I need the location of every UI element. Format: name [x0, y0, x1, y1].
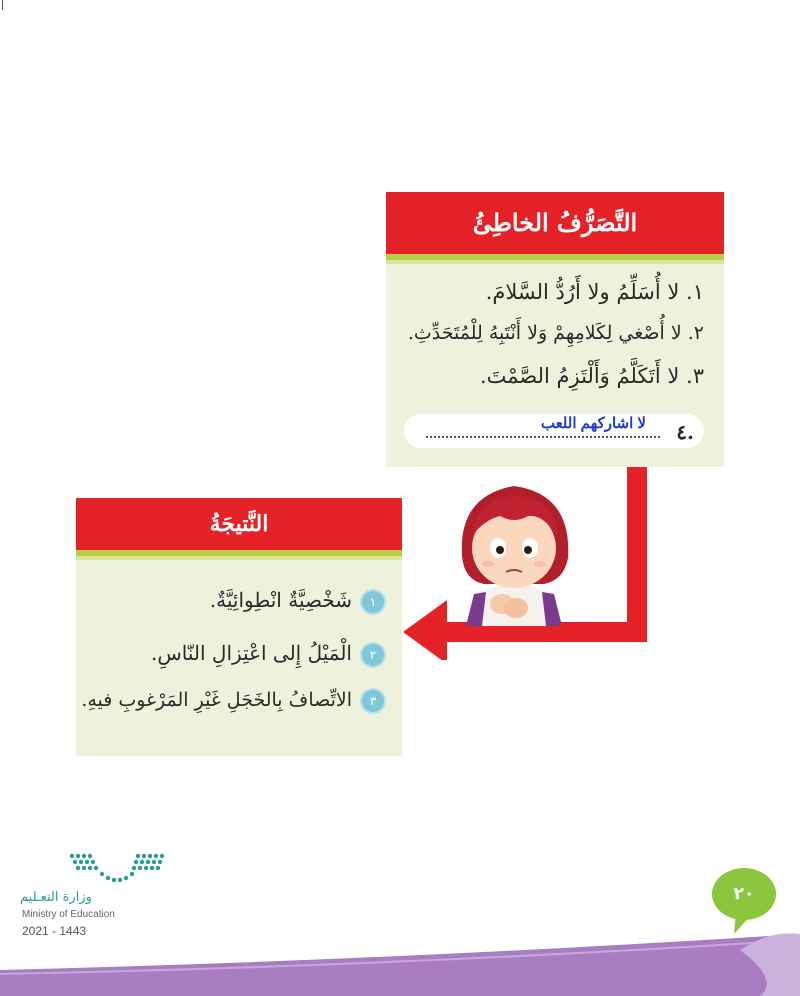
result-num-1: ١	[360, 589, 386, 615]
ministry-year: 2021 - 1443	[22, 924, 87, 938]
result-title: النَّتيجَةُ	[76, 498, 402, 550]
result-item-1: ١شَخْصِيَّةٌ انْطِوائِيَّةٌ.	[86, 588, 386, 615]
answer-field[interactable]	[404, 414, 704, 448]
badge-tail	[730, 912, 760, 936]
page-number-badge: ٢٠	[712, 868, 776, 920]
girl-illustration	[444, 476, 584, 626]
footer-band	[0, 920, 800, 996]
result-num-2: ٢	[360, 642, 386, 668]
corner-mark	[2, 0, 3, 10]
wrong-behavior-card	[386, 192, 724, 467]
result-num-3: ٣	[360, 688, 386, 714]
wrong-item-1: ١. لا أُسَلِّمُ ولا أَرُدُّ السَّلامَ.	[485, 280, 704, 304]
wrong-item-2: ٢. لا أُصْغي لِكَلامِهِمْ وَلا أَنْتَبِهُ لِلْمُتَحَدِّثِ.	[407, 322, 704, 344]
result-item-3: ٣الاتِّصافُ بِالخَجَلِ غَيْرِ المَرْغوبِ فيهِ.	[86, 688, 386, 714]
ministry-name-ar: وزارة التعـليم	[20, 890, 92, 905]
wrong-item-3: ٣. لا أَتَكَلَّمُ وَأَلْتَزِمُ الصَّمْتَ.	[479, 364, 704, 388]
answer-number: ٤.	[676, 420, 694, 444]
ministry-logo-icon	[66, 852, 168, 886]
answer-text[interactable]: لا اشاركهم اللعب	[540, 415, 646, 432]
result-card	[76, 498, 402, 756]
ministry-name-en: Ministry of Education	[22, 909, 115, 920]
result-item-2: ٢الْمَيْلُ إِلى اعْتِزالِ النّاسِ.	[86, 641, 386, 668]
wrong-behavior-title: التَّصَرُّفُ الخاطِئُ	[386, 192, 724, 254]
